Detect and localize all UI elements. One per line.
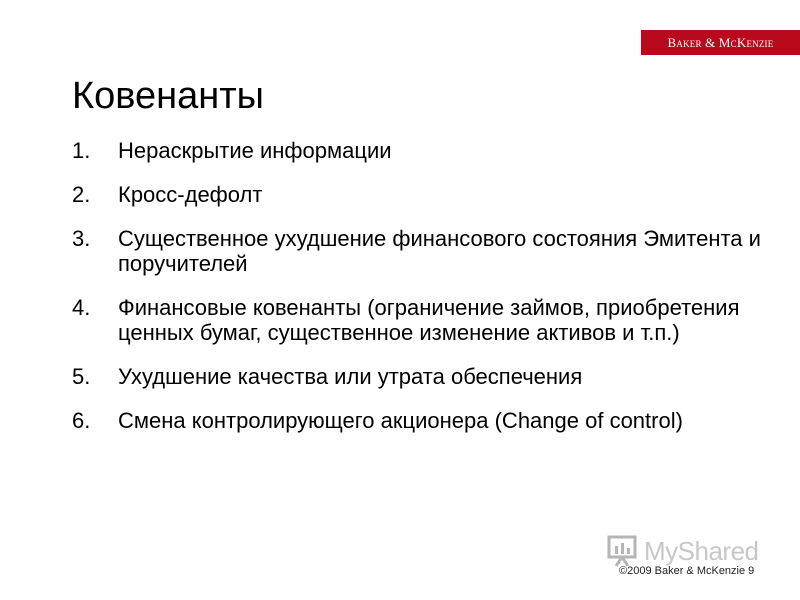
- presentation-board-icon: [606, 534, 640, 568]
- list-item-text: Существенное ухудшение финансового состояния Эмитента и поручителей: [118, 226, 761, 276]
- list-item: [72, 226, 772, 276]
- copyright-footer: ©2009 Baker & McKenzie 9: [619, 565, 755, 577]
- logo-text: Baker & McKenzie: [667, 34, 774, 50]
- list-item-number: 5.: [72, 364, 91, 389]
- list-item-text: Кросс-дефолт: [118, 182, 263, 207]
- list-item-text: Нераскрытие информации: [118, 138, 392, 163]
- list-item-text: Ухудшение качества или утрата обеспечения: [118, 364, 583, 389]
- list-item-text: Смена контролирующего акционера (Change of control): [118, 408, 683, 433]
- list-item-number: 6.: [72, 408, 91, 433]
- myshared-watermark: [606, 534, 759, 568]
- covenant-list: [72, 138, 772, 452]
- list-item: [72, 182, 772, 207]
- list-item-text: Финансовые ковенанты (ограничение займов, приобретения ценных бумаг, существенное изменение активов и т.п.): [118, 295, 740, 345]
- list-item: [72, 364, 772, 389]
- list-item-number: 4.: [72, 295, 91, 320]
- list-item: [72, 138, 772, 163]
- list-item-number: 2.: [72, 182, 91, 207]
- list-item-number: 1.: [72, 138, 91, 163]
- list-item-number: 3.: [72, 226, 91, 251]
- list-item: [72, 408, 772, 433]
- list-item: [72, 295, 772, 345]
- company-logo: [641, 30, 800, 55]
- watermark-text: MyShared: [644, 535, 759, 566]
- slide-title: Ковенанты: [72, 75, 264, 117]
